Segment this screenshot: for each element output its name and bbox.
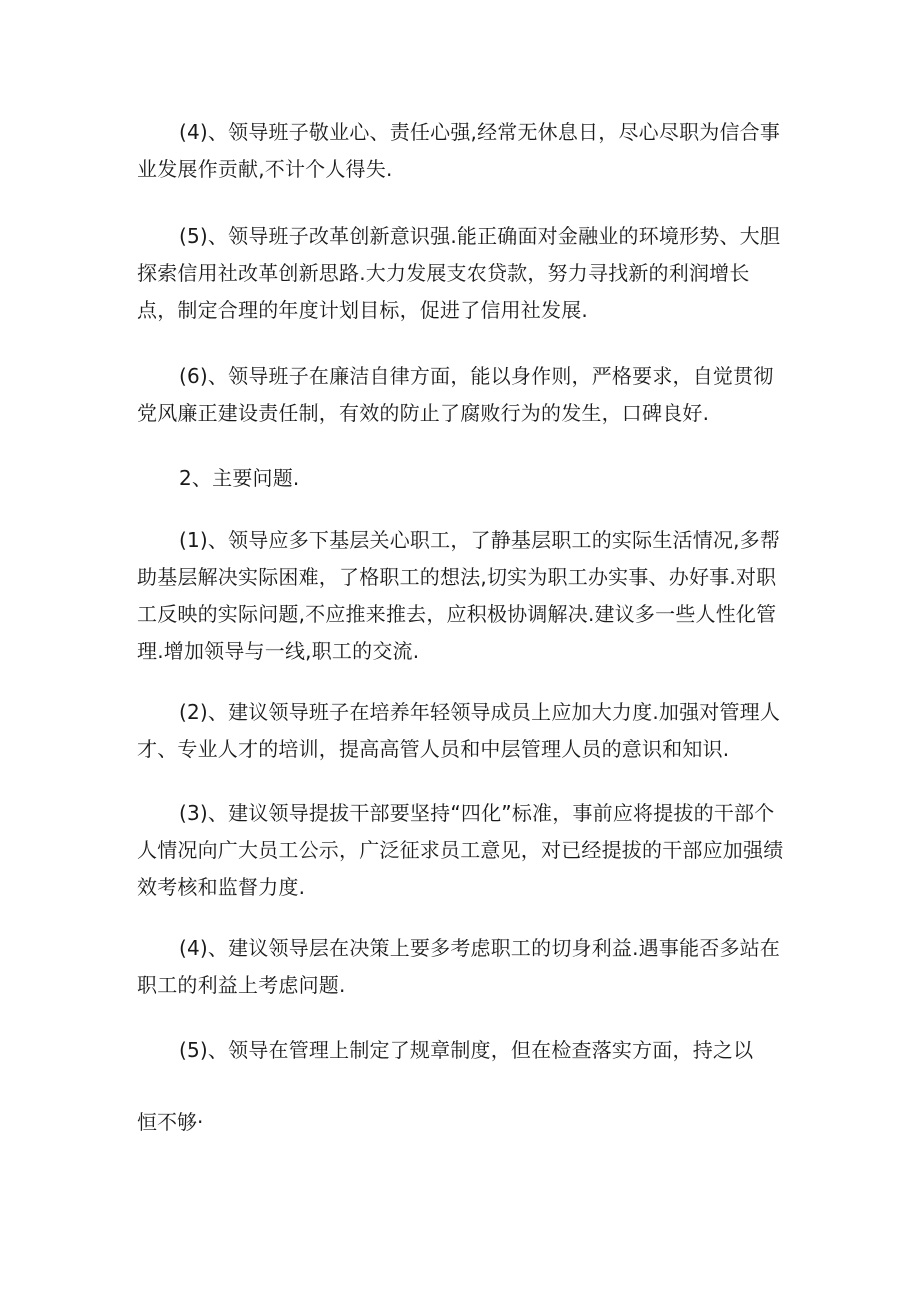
paragraph-6-integrity: (6)、领导班子在廉洁自律方面，能以身作则，严格要求，自觉贯彻党风廉正建设责任制，有效的防止了腐败行为的发生，口碑良好. [137, 364, 774, 425]
paragraph-4-dedication: (4)、领导班子敬业心、责任心强,经常无休息日，尽心尽职为信合事业发展作贡献,不计个人得失. [137, 120, 781, 181]
paragraph-5-innovation: (5)、领导班子改革创新意识强.能正确面对金融业的环境形势、大胆探索信用社改革创新思路.大力发展支农贷款，努力寻找新的利润增长点，制定合理的年度计划目标，促进了信用社发展. [137, 224, 781, 322]
paragraph-problem-5: (5)、领导在管理上制定了规章制度，但在检查落实方面，持之以 [179, 1038, 754, 1062]
section-heading-main-problems: 2、主要问题. [179, 466, 300, 490]
paragraph-problem-2: (2)、建议领导班子在培养年轻领导成员上应加大力度.加强对管理人才、专业人才的培训，提高高管人员和中层管理人员的意识和知识. [137, 700, 781, 761]
paragraph-problem-1: (1)、领导应多下基层关心职工，了静基层职工的实际生活情况,多帮助基层解决实际困难，了格职工的想法,切实为职工办实事、办好事.对职工反映的实际问题,不应推来推去，应积极协调解决.建议多一些人性化管理.增加领导与一线,职工的交流. [137, 528, 781, 663]
paragraph-problem-5-continuation: 恒不够· [137, 1110, 204, 1134]
paragraph-problem-3: (3)、建议领导提拔干部要坚持“四化”标准，事前应将提拔的干部个人情况向广大员工公示，广泛征求员工意见，对已经提拔的干部应加强绩效考核和监督力度. [137, 801, 784, 899]
paragraph-problem-4: (4)、建议领导层在决策上要多考虑职工的切身利益.遇事能否多站在职工的利益上考虑问题. [137, 936, 781, 997]
